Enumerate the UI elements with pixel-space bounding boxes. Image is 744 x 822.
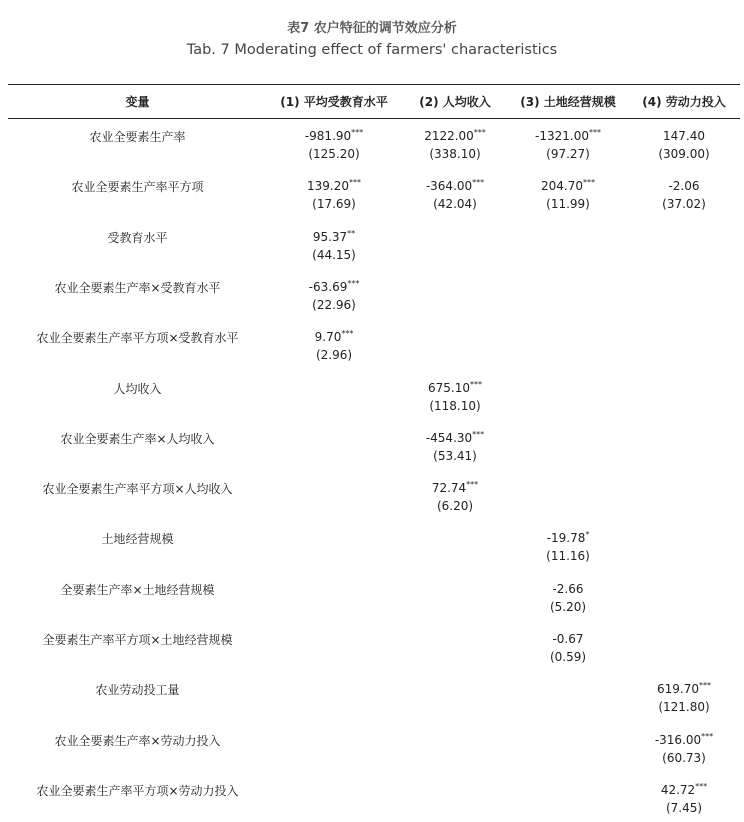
- standard-error: (53.41): [433, 448, 477, 463]
- header-col1: (1) 平均受教育水平: [280, 95, 388, 109]
- coefficient-value: -0.67: [552, 632, 584, 646]
- standard-error: (0.59): [549, 650, 587, 664]
- coefficient-value: -316.00: [654, 732, 702, 747]
- coefficient: [630, 732, 738, 748]
- coefficient-value: 9.70: [314, 330, 342, 345]
- coefficient: [510, 631, 626, 647]
- row-label: 受教育水平: [107, 230, 168, 245]
- coefficient-value: 72.74: [431, 481, 467, 496]
- header-col2: (2) 人均收入: [419, 95, 491, 109]
- standard-error: (118.10): [429, 398, 481, 413]
- table-row: [0, 732, 744, 772]
- row-label: 土地经营规模: [101, 532, 174, 547]
- table-row: [0, 229, 744, 269]
- row-label: 农业全要素生产率平方项: [71, 180, 204, 195]
- header-variable: 变量: [125, 95, 150, 109]
- coefficient: [272, 128, 396, 144]
- coefficient-value: -2.66: [552, 581, 584, 596]
- significance-stars: ***: [699, 681, 711, 691]
- table-title-en: Tab. 7 Moderating effect of farmers' characteristics: [186, 42, 558, 58]
- coefficient: [630, 178, 738, 194]
- coefficient-value: -1321.00: [535, 129, 589, 143]
- table-row: [0, 178, 744, 218]
- coefficient: [400, 178, 510, 194]
- coefficient: [630, 681, 738, 697]
- coefficient: [400, 380, 510, 396]
- standard-error: (125.20): [308, 147, 360, 161]
- row-label: 农业全要素生产率: [89, 130, 186, 144]
- row-label: 全要素生产率平方项×土地经营规模: [42, 633, 233, 647]
- coefficient-value: -19.78: [546, 531, 586, 546]
- coefficient: [272, 279, 396, 295]
- coefficient: [510, 128, 626, 144]
- significance-stars: ***: [466, 480, 479, 490]
- standard-error: (6.20): [436, 499, 474, 514]
- table-row: [0, 128, 744, 168]
- significance-stars: ***: [347, 278, 360, 288]
- coefficient-value: 95.37: [312, 229, 348, 244]
- row-label: 农业劳动投工量: [95, 683, 180, 698]
- standard-error: (7.45): [665, 800, 703, 815]
- row-label: 农业全要素生产率平方项×劳动力投入: [36, 783, 239, 798]
- standard-error: (44.15): [312, 247, 356, 262]
- significance-stars: ***: [349, 178, 361, 188]
- standard-error: (11.99): [546, 197, 590, 212]
- row-label: 全要素生产率×土地经营规模: [60, 582, 215, 597]
- coefficient-value: -454.30: [425, 430, 473, 445]
- row-label: 农业全要素生产率×劳动力投入: [54, 733, 221, 748]
- table-row: [0, 782, 744, 822]
- coefficient: [400, 480, 510, 496]
- significance-stars: ***: [473, 128, 486, 137]
- row-label: 人均收入: [113, 381, 162, 396]
- coefficient: [400, 430, 510, 446]
- standard-error: (2.96): [315, 348, 353, 363]
- coefficient: [510, 581, 626, 597]
- coefficient: [630, 128, 738, 144]
- top-rule: [8, 84, 740, 85]
- coefficient-value: 675.10: [428, 380, 470, 395]
- coefficient: [510, 530, 626, 546]
- significance-stars: ***: [341, 329, 354, 339]
- row-label: 农业全要素生产率平方项×人均收入: [42, 482, 233, 497]
- row-label: 农业全要素生产率×人均收入: [60, 431, 215, 446]
- table-row: [0, 631, 744, 671]
- standard-error: (60.73): [662, 750, 706, 765]
- coefficient-value: -2.06: [668, 179, 700, 194]
- row-label: 农业全要素生产率平方项×受教育水平: [36, 331, 239, 346]
- standard-error: (22.96): [312, 297, 356, 312]
- coefficient-value: 147.40: [663, 129, 705, 143]
- coefficient: [272, 178, 396, 194]
- significance-stars: **: [347, 228, 356, 238]
- significance-stars: ***: [701, 731, 714, 741]
- coefficient: [400, 128, 510, 144]
- standard-error: (11.16): [546, 549, 590, 564]
- coefficient-value: 42.72: [660, 782, 696, 797]
- significance-stars: ***: [588, 128, 601, 137]
- standard-error: (17.69): [312, 197, 356, 212]
- coefficient: [630, 782, 738, 798]
- table-header: [0, 93, 744, 111]
- standard-error: (309.00): [658, 147, 710, 161]
- standard-error: (121.80): [658, 700, 710, 715]
- header-rule: [8, 118, 740, 119]
- standard-error: (42.04): [433, 197, 477, 212]
- table-row: [0, 581, 744, 621]
- coefficient-value: 204.70: [541, 179, 583, 194]
- table-row: [0, 380, 744, 420]
- significance-stars: ***: [470, 379, 482, 389]
- table-row: [0, 530, 744, 570]
- standard-error: (37.02): [662, 197, 706, 212]
- significance-stars: ***: [351, 128, 364, 137]
- table-title-cn: 表7 农户特征的调节效应分析: [287, 21, 457, 36]
- table-row: [0, 430, 744, 470]
- table-row: [0, 480, 744, 520]
- standard-error: (5.20): [549, 599, 587, 614]
- significance-stars: *: [585, 530, 590, 540]
- header-col4: (4) 劳动力投入: [642, 95, 726, 109]
- row-label: 农业全要素生产率×受教育水平: [54, 280, 221, 295]
- coefficient: [272, 229, 396, 245]
- significance-stars: ***: [695, 781, 708, 791]
- header-col3: (3) 土地经营规模: [520, 95, 616, 109]
- coefficient-value: 619.70: [657, 682, 699, 697]
- coefficient: [510, 178, 626, 194]
- coefficient-value: -981.90: [304, 129, 352, 143]
- significance-stars: ***: [472, 178, 485, 188]
- standard-error: (97.27): [546, 147, 590, 161]
- coefficient-value: 2122.00: [424, 129, 474, 143]
- coefficient-value: -63.69: [308, 279, 348, 294]
- table-row: [0, 279, 744, 319]
- coefficient-value: 139.20: [307, 179, 349, 194]
- coefficient-value: -364.00: [425, 179, 473, 194]
- significance-stars: ***: [472, 429, 485, 439]
- significance-stars: ***: [583, 178, 595, 188]
- table-row: [0, 681, 744, 721]
- standard-error: (338.10): [429, 147, 481, 161]
- coefficient: [272, 329, 396, 345]
- table-row: [0, 329, 744, 369]
